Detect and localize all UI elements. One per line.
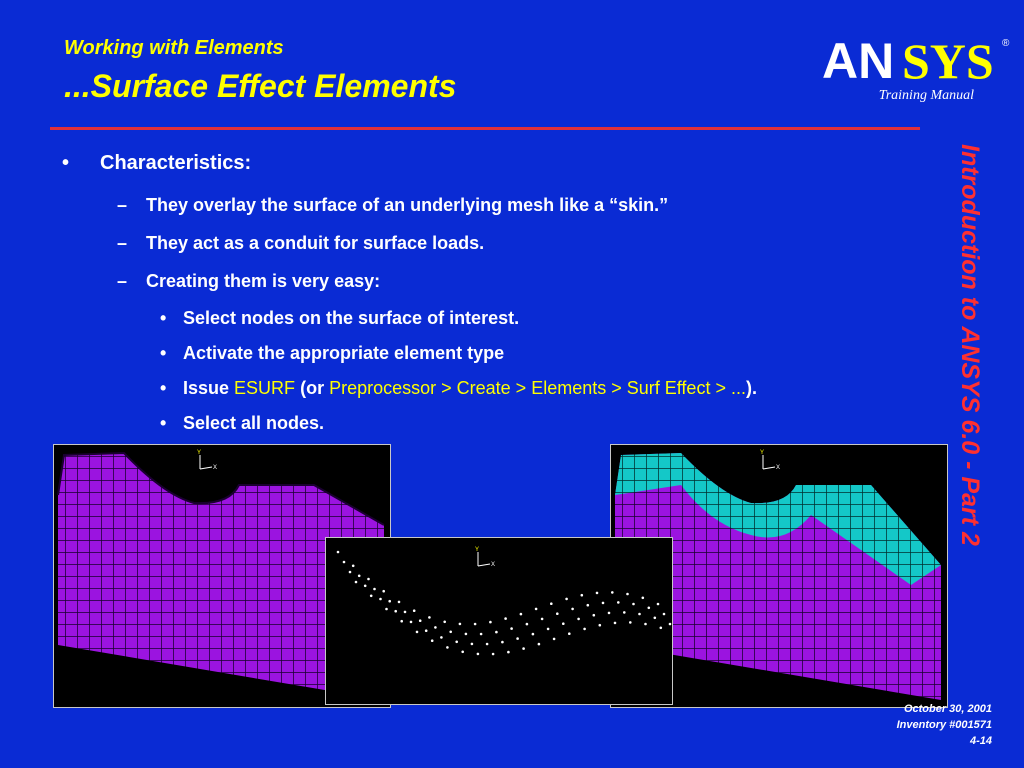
dash-marker: – [117, 271, 128, 291]
node-points [337, 551, 672, 656]
esurf-command: ESURF [234, 378, 296, 398]
menu-path: Preprocessor > Create > Elements > Surf Effect > ... [329, 378, 746, 398]
axis-x-label: X [213, 465, 218, 471]
or-label: (or [300, 378, 325, 398]
footer-page-number: 4-14 [969, 735, 992, 747]
axis-y-label: Y [475, 547, 480, 553]
axis-y-label: Y [760, 450, 765, 456]
footer-date: October 30, 2001 [903, 703, 992, 715]
axis-triad [475, 547, 495, 568]
bullet-dot: • [160, 343, 167, 363]
issue-label: Issue [183, 378, 230, 398]
list-item: Creating them is very easy: [146, 271, 381, 291]
slide-subtitle: Working with Elements [64, 37, 284, 59]
step-item: Select nodes on the surface of interest. [183, 308, 520, 328]
bullet-dot: • [160, 413, 167, 433]
axis-triad [197, 450, 217, 471]
axis-x-label: X [776, 465, 781, 471]
dash-marker: – [117, 195, 128, 215]
step-item: Select all nodes. [183, 413, 325, 433]
footer-inventory: Inventory #001571 [896, 719, 992, 731]
registered-mark: ® [1002, 38, 1010, 49]
issue-suffix: ). [745, 378, 757, 398]
training-manual-label: Training Manual [878, 88, 974, 103]
list-item: They overlay the surface of an underlying mesh like a “skin.” [146, 195, 669, 215]
axis-y-label: Y [197, 450, 202, 456]
dash-marker: – [117, 233, 128, 253]
step-item: Activate the appropriate element type [183, 343, 505, 363]
bullet-dot: • [62, 152, 70, 174]
logo-text-an: AN [822, 33, 895, 89]
list-item: They act as a conduit for surface loads. [146, 233, 485, 253]
node-cloud-image [326, 538, 672, 704]
sidebar-text: Introduction to ANSYS 6.0 - Part 2 [956, 144, 984, 546]
sidebar-course-title [940, 140, 1010, 690]
logo-text-sys: SYS [902, 33, 994, 89]
node-cloud-panel [325, 537, 673, 705]
step-item-issue [183, 378, 757, 399]
bullet-dot: • [160, 378, 167, 398]
heading-characteristics: Characteristics: [100, 152, 252, 174]
ansys-logo [822, 30, 1012, 90]
slide-title: ...Surface Effect Elements [64, 68, 457, 104]
title-divider [50, 127, 920, 130]
bullet-dot: • [160, 308, 167, 328]
axis-triad [760, 450, 780, 471]
axis-x-label: X [491, 562, 496, 568]
